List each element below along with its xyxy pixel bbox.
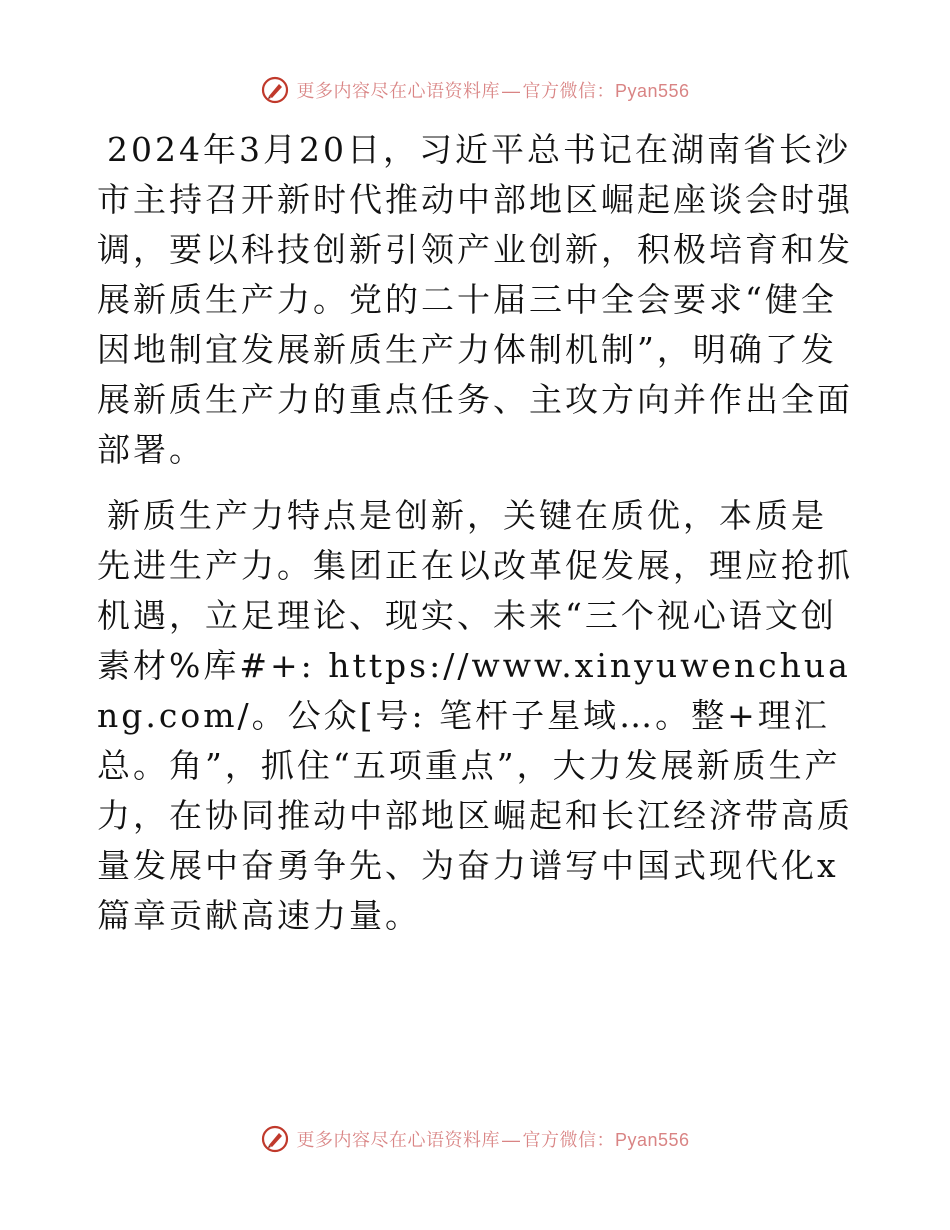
- watermark-contact-label: 官方微信：: [522, 1130, 615, 1150]
- watermark-site: 更多内容尽在心语资料库: [296, 1130, 500, 1150]
- paragraph-2: [97, 491, 857, 941]
- paragraph-2-text: 新质生产力特点是创新，关键在质优，本质是先进生产力。集团正在以改革促发展，理应抢抓机遇，立足理论、现实、未来“三个视心语文创素材%库#+: https://www.xinyuwenchuang.com/。公众[号: 笔杆子星域…。整+理汇总。角”，抓住“五项重点”，大力发展新质生产力，在协同推动中部地区崛起和长江经济带高质量发展中奋勇争先、为奋力谱写中国式现代化x篇章贡献高速力量。: [97, 496, 853, 935]
- watermark-contact-label: 官方微信：: [522, 81, 615, 101]
- watermark-text: [296, 1126, 689, 1152]
- footer-watermark: [0, 1122, 950, 1156]
- watermark-contact-id: Pyan556: [614, 81, 690, 101]
- paragraph-1-text: 2024年3月20日，习近平总书记在湖南省长沙市主持召开新时代推动中部地区崛起座谈会时强调，要以科技创新引领产业创新，积极培育和发展新质生产力。党的二十届三中全会要求“健全因地制宜发展新质生产力体制机制”，明确了发展新质生产力的重点任务、主攻方向并作出全面部署。: [97, 130, 853, 469]
- header-watermark: [0, 73, 950, 107]
- pen-logo-icon: [260, 75, 290, 105]
- watermark-dash: —: [501, 1130, 521, 1150]
- document-body: [97, 125, 857, 941]
- paragraph-1: [97, 125, 857, 475]
- watermark-dash: —: [501, 81, 521, 101]
- watermark-text: [296, 77, 689, 103]
- watermark-contact-id: Pyan556: [614, 1130, 690, 1150]
- pen-logo-icon: [260, 1124, 290, 1154]
- watermark-site: 更多内容尽在心语资料库: [296, 81, 500, 101]
